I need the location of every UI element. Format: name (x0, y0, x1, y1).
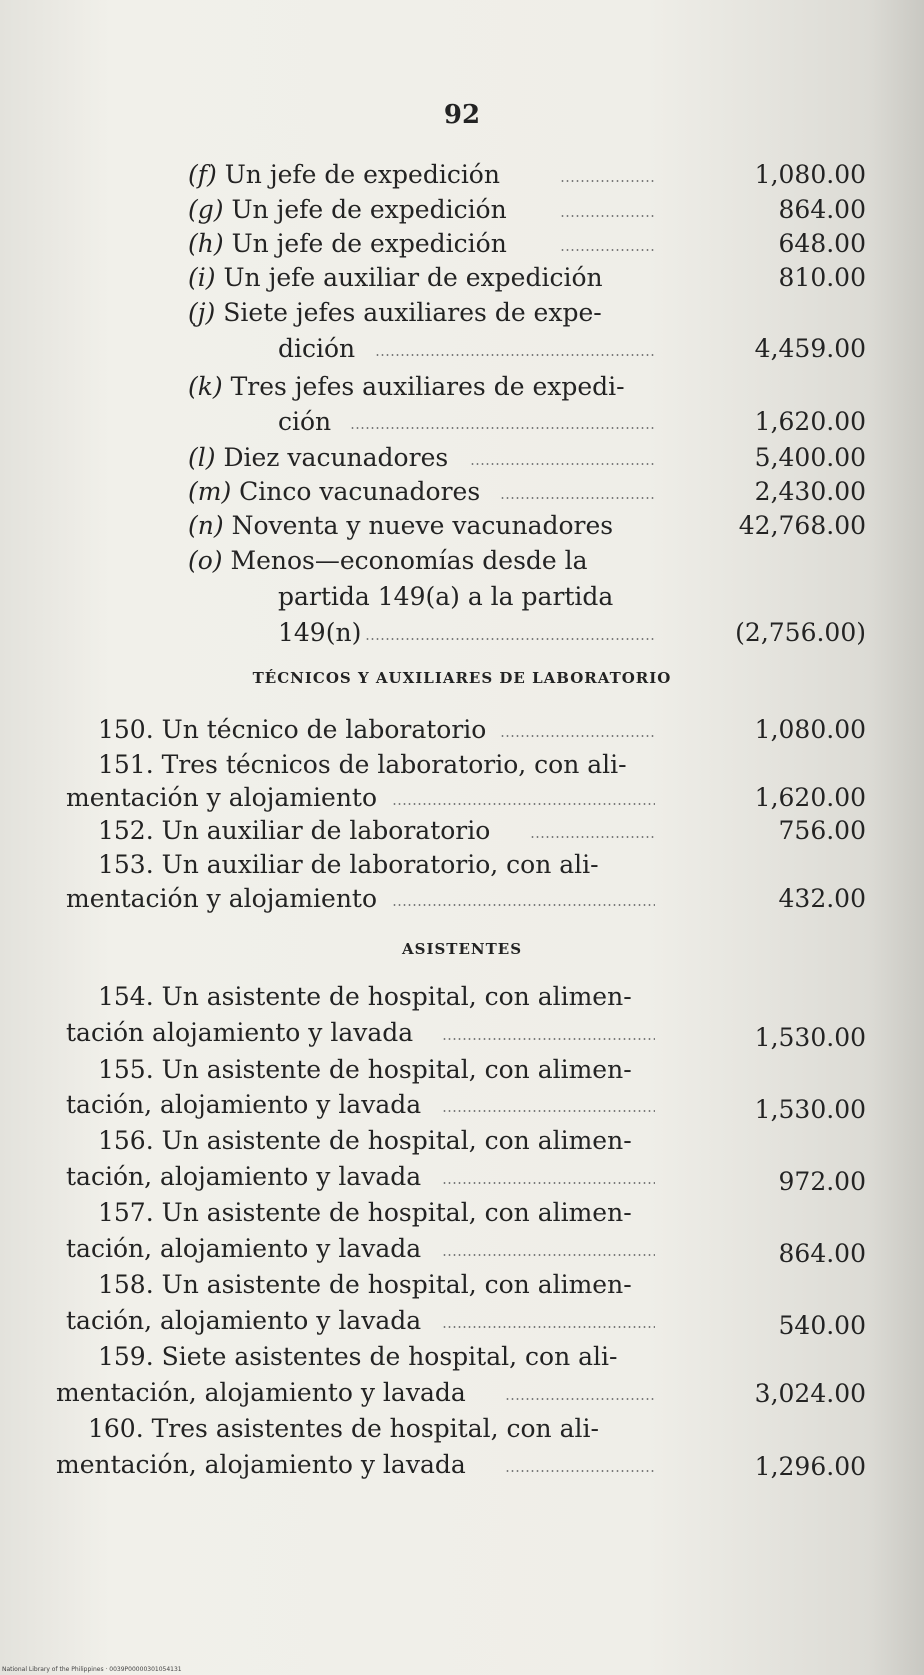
item-text: Siete jefes auxiliares de expe- (223, 298, 602, 327)
item-label: 152. (98, 816, 154, 845)
scan-footer: National Library of the Philippines · 0039P00000301054131 (2, 1666, 182, 1673)
item-text: Un asistente de hospital, con alimen- (161, 1126, 632, 1155)
dot-leader (500, 735, 655, 737)
item-text: Diez vacunadores (223, 443, 449, 472)
item-amount: 1,296.00 (754, 1452, 866, 1481)
dot-leader (505, 1470, 655, 1472)
item-text: Un auxiliar de laboratorio, con ali- (161, 850, 599, 879)
item-label: 151. (98, 750, 154, 779)
item-text: Un asistente de hospital, con alimen- (161, 1198, 632, 1227)
item-text: Tres jefes auxiliares de expedi- (230, 372, 625, 401)
dot-leader (560, 180, 655, 182)
list-item (98, 980, 632, 1014)
page-number: 92 (443, 100, 481, 130)
list-item (98, 1053, 632, 1087)
item-label: 157. (98, 1198, 154, 1227)
item-text-continued: ción (278, 407, 332, 436)
list-item (188, 261, 603, 295)
item-label: (o) (188, 546, 223, 575)
dot-leader (442, 1254, 655, 1256)
dot-leader (505, 1398, 655, 1400)
dot-leader (530, 836, 655, 838)
item-amount: 1,530.00 (754, 1023, 866, 1052)
item-text: Un asistente de hospital, con alimen- (161, 1055, 632, 1084)
dot-leader (560, 249, 655, 251)
item-label: 150. (98, 715, 154, 744)
dot-leader (442, 1110, 655, 1112)
list-item (98, 1340, 617, 1374)
item-text: Cinco vacunadores (239, 477, 481, 506)
item-label: 156. (98, 1126, 154, 1155)
item-amount: 864.00 (778, 195, 866, 224)
item-label: 155. (98, 1055, 154, 1084)
item-label: (n) (188, 511, 224, 540)
list-item (98, 1196, 632, 1230)
dot-leader (442, 1182, 655, 1184)
item-amount: 540.00 (778, 1311, 866, 1340)
item-amount: 1,080.00 (754, 160, 866, 189)
item-amount: 648.00 (778, 229, 866, 258)
list-item (98, 748, 627, 782)
item-text: Un jefe auxiliar de expedición (223, 263, 603, 292)
item-text: Un técnico de laboratorio (161, 715, 487, 744)
item-label: (g) (188, 195, 224, 224)
list-item (98, 713, 486, 747)
item-text-continued: mentación, alojamiento y lavada (56, 1378, 466, 1407)
list-item (188, 441, 448, 475)
item-label: 158. (98, 1270, 154, 1299)
list-item (188, 193, 507, 227)
item-amount: 4,459.00 (754, 334, 866, 363)
dot-leader (470, 463, 655, 465)
dot-leader (365, 638, 655, 640)
item-text-continued: mentación, alojamiento y lavada (56, 1450, 466, 1479)
list-item (98, 848, 599, 882)
section-heading: TÉCNICOS Y AUXILIARES DE LABORATORIO (252, 669, 672, 687)
dot-leader (392, 904, 655, 906)
item-label: 159. (98, 1342, 154, 1371)
item-label: (i) (188, 263, 216, 292)
dot-leader (442, 1038, 655, 1040)
list-item (188, 544, 588, 578)
item-text: Tres técnicos de laboratorio, con ali- (161, 750, 627, 779)
item-label: (h) (188, 229, 224, 258)
list-item (188, 509, 613, 543)
item-amount: 3,024.00 (754, 1379, 866, 1408)
item-amount: 42,768.00 (738, 511, 866, 540)
item-text: Siete asistentes de hospital, con ali- (161, 1342, 618, 1371)
list-item (188, 227, 507, 261)
list-item (88, 1412, 599, 1446)
list-item (98, 1124, 632, 1158)
section-heading: ASISTENTES (401, 940, 523, 958)
item-amount: 432.00 (778, 884, 866, 913)
item-text-continued: mentación y alojamiento (66, 884, 378, 913)
item-text-continued: 149(n) (278, 618, 362, 647)
item-text-continued: tación, alojamiento y lavada (66, 1306, 422, 1335)
item-amount: 756.00 (778, 816, 866, 845)
item-label: (k) (188, 372, 223, 401)
item-label: (l) (188, 443, 216, 472)
dot-leader (560, 215, 655, 217)
item-text-continued: tación alojamiento y lavada (66, 1018, 414, 1047)
item-amount: 1,620.00 (754, 407, 866, 436)
dot-leader (392, 803, 655, 805)
item-text: Un asistente de hospital, con alimen- (161, 982, 632, 1011)
item-text-continued: dición (278, 334, 356, 363)
item-amount: 2,430.00 (754, 477, 866, 506)
item-label: (f) (188, 160, 217, 189)
list-item (188, 296, 602, 330)
item-amount: 1,620.00 (754, 783, 866, 812)
item-amount: (2,756.00) (735, 618, 866, 647)
item-text-continued: tación, alojamiento y lavada (66, 1090, 422, 1119)
item-label: 154. (98, 982, 154, 1011)
item-amount: 810.00 (778, 263, 866, 292)
item-amount: 5,400.00 (754, 443, 866, 472)
item-text: Un asistente de hospital, con alimen- (161, 1270, 632, 1299)
item-text-continued: mentación y alojamiento (66, 783, 378, 812)
dot-leader (500, 497, 655, 499)
item-text: Un jefe de expedición (231, 195, 507, 224)
item-text: Noventa y nueve vacunadores (231, 511, 614, 540)
dot-leader (442, 1326, 655, 1328)
item-text: Un auxiliar de laboratorio (161, 816, 491, 845)
item-label: (j) (188, 298, 216, 327)
dot-leader (375, 354, 655, 356)
item-amount: 864.00 (778, 1239, 866, 1268)
item-text-continued: tación, alojamiento y lavada (66, 1234, 422, 1263)
dot-leader (350, 427, 655, 429)
item-label: 153. (98, 850, 154, 879)
item-text: Menos—economías desde la (230, 546, 588, 575)
list-item (188, 475, 480, 509)
item-label: 160. (88, 1414, 144, 1443)
item-text: Un jefe de expedición (231, 229, 507, 258)
list-item (98, 814, 490, 848)
list-item (98, 1268, 632, 1302)
item-text-continued: partida 149(a) a la partida (278, 582, 614, 611)
list-item (188, 158, 500, 192)
item-amount: 1,530.00 (754, 1095, 866, 1124)
item-text: Tres asistentes de hospital, con ali- (151, 1414, 599, 1443)
item-text-continued: tación, alojamiento y lavada (66, 1162, 422, 1191)
item-label: (m) (188, 477, 232, 506)
item-text: Un jefe de expedición (224, 160, 500, 189)
list-item (188, 370, 625, 404)
item-amount: 1,080.00 (754, 715, 866, 744)
item-amount: 972.00 (778, 1167, 866, 1196)
